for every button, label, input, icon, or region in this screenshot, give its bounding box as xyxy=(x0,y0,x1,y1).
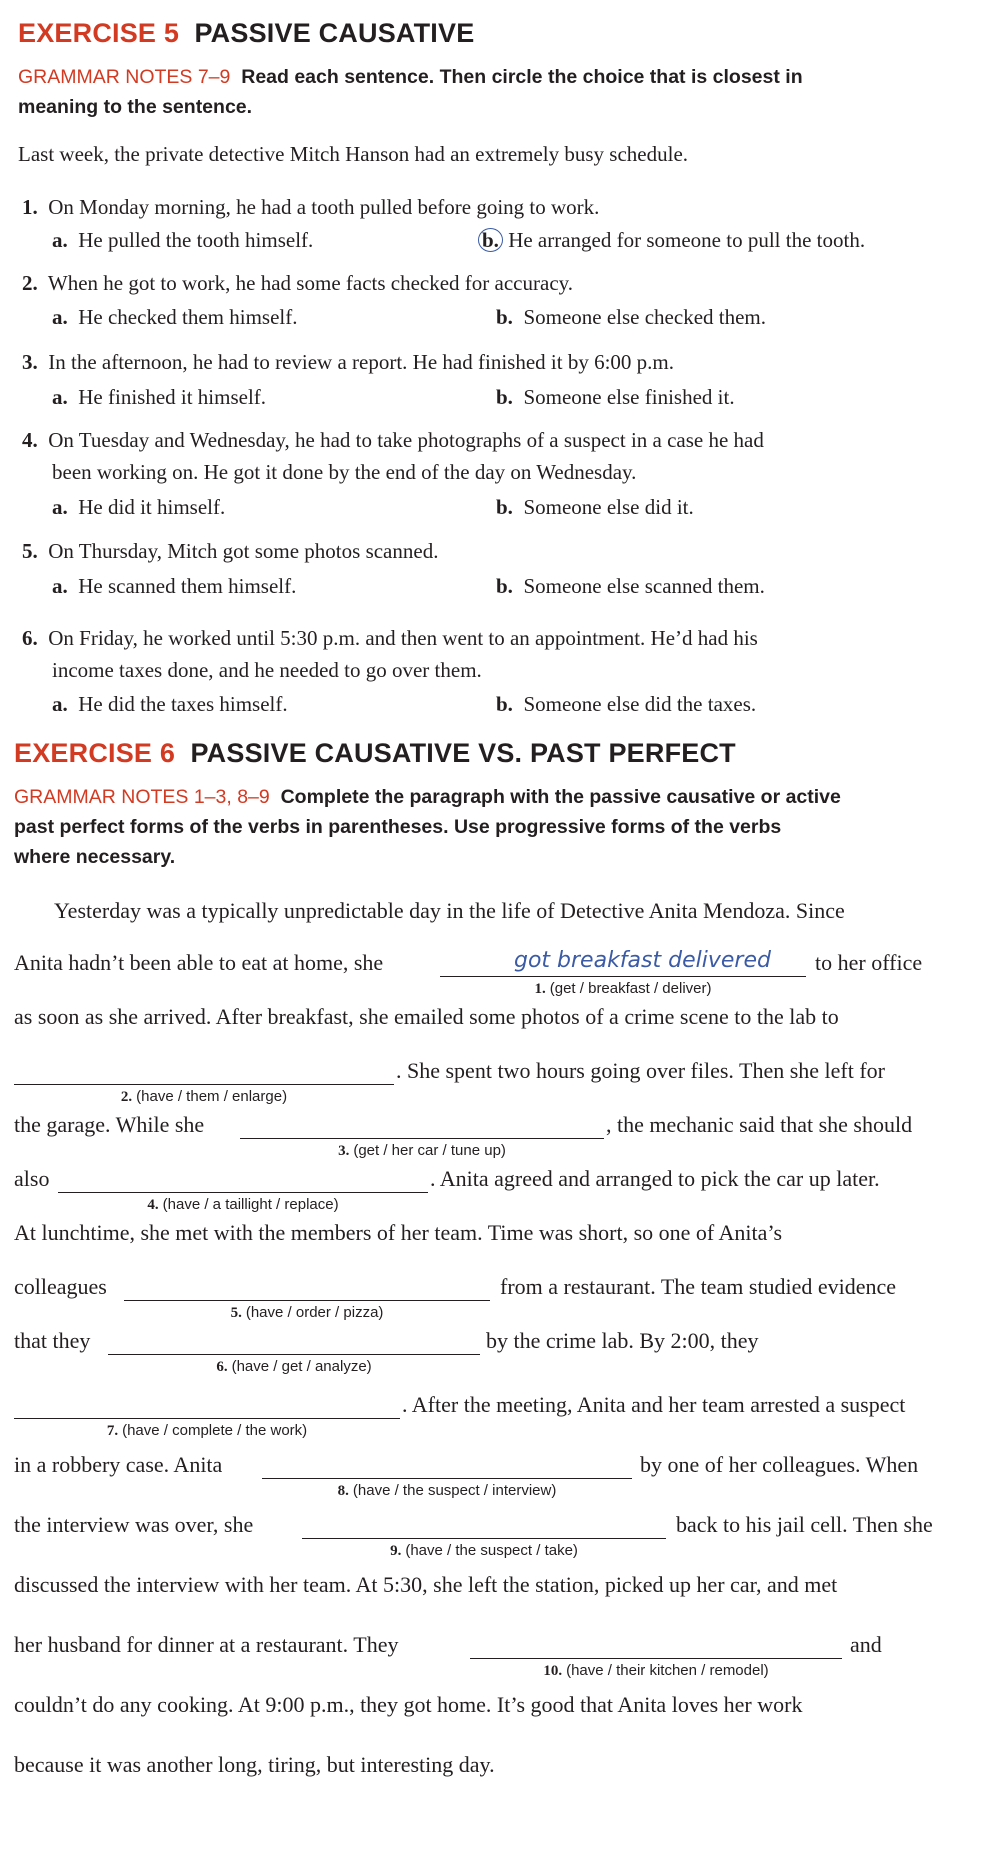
exercise5-intro: Last week, the private detective Mitch Hanson had an extremely busy schedule. xyxy=(18,142,689,166)
answer-circle: b. xyxy=(478,228,503,252)
hint-6: 6. (have / get / analyze) xyxy=(216,1358,372,1375)
blank-8[interactable] xyxy=(262,1478,632,1479)
paragraph-line-9b: by the crime lab. By 2:00, they xyxy=(486,1328,759,1353)
exercise5-instructions-line1: Read each sentence. Then circle the choice that is closest in xyxy=(241,66,803,88)
hint-3: 3. (get / her car / tune up) xyxy=(338,1142,506,1159)
exercise6-heading xyxy=(14,738,736,769)
paragraph-line-6b: . Anita agreed and arranged to pick the car up later. xyxy=(430,1166,880,1191)
exercise5-heading xyxy=(18,18,474,49)
blank-5[interactable] xyxy=(124,1300,490,1301)
paragraph-line-8b: from a restaurant. The team studied evidence xyxy=(500,1274,897,1299)
question-5 xyxy=(22,539,438,564)
hint-9: 9. (have / the suspect / take) xyxy=(390,1542,578,1559)
paragraph-line-5a: the garage. While she xyxy=(14,1112,205,1137)
exercise5-title: PASSIVE CAUSATIVE xyxy=(194,18,475,48)
option-4b[interactable]: b. Someone else did it. xyxy=(496,495,694,519)
question-number: 3. xyxy=(22,350,38,374)
hint-4: 4. (have / a taillight / replace) xyxy=(147,1196,339,1213)
question-number: 2. xyxy=(22,271,38,295)
question-number: 1. xyxy=(22,195,38,219)
paragraph-line-3: as soon as she arrived. After breakfast, she emailed some photos of a crime scene to the lab to xyxy=(14,1004,839,1029)
exercise6-label: EXERCISE 6 xyxy=(14,738,176,768)
hint-7: 7. (have / complete / the work) xyxy=(106,1422,308,1439)
blank-10[interactable] xyxy=(470,1658,842,1659)
paragraph-line-9a: that they xyxy=(14,1328,91,1353)
question-number: 4. xyxy=(22,428,38,452)
option-5a[interactable]: a. He scanned them himself. xyxy=(52,574,297,598)
paragraph-line-14b: and xyxy=(850,1632,882,1657)
question-number: 5. xyxy=(22,539,38,563)
hint-10: 10. (have / their kitchen / remodel) xyxy=(543,1662,769,1679)
question-text: On Monday morning, he had a tooth pulled before going to work. xyxy=(48,195,600,219)
blank-9[interactable] xyxy=(302,1538,666,1539)
hint-8: 8. (have / the suspect / interview) xyxy=(337,1482,557,1499)
blank-7[interactable] xyxy=(14,1418,400,1419)
paragraph-line-11b: by one of her colleagues. When xyxy=(640,1452,919,1477)
hint-1: 1. (get / breakfast / deliver) xyxy=(534,980,712,997)
question-text: In the afternoon, he had to review a report. He had finished it by 6:00 p.m. xyxy=(48,350,674,374)
exercise5-instructions xyxy=(18,62,978,122)
paragraph-line-12b: back to his jail cell. Then she xyxy=(676,1512,933,1537)
option-2b[interactable]: b. Someone else checked them. xyxy=(496,305,767,329)
exercise6-instructions-line2: past perfect forms of the verbs in parentheses. Use progressive forms of the verbs xyxy=(14,816,782,838)
blank-1-answer: got breakfast delivered xyxy=(514,948,771,973)
question-text: On Friday, he worked until 5:30 p.m. and then went to an appointment. He’d had his xyxy=(48,626,758,650)
exercise5-notes-ref: GRAMMAR NOTES 7–9 xyxy=(18,66,231,88)
paragraph-line-2b: to her office xyxy=(815,950,923,975)
paragraph-line-12a: the interview was over, she xyxy=(14,1512,254,1537)
paragraph-line-16: because it was another long, tiring, but interesting day. xyxy=(14,1752,495,1777)
option-3a[interactable]: a. He finished it himself. xyxy=(52,385,267,409)
question-2 xyxy=(22,271,573,296)
paragraph-line-13: discussed the interview with her team. At 5:30, she left the station, picked up her car, and met xyxy=(14,1572,838,1597)
paragraph-line-10b: . After the meeting, Anita and her team arrested a suspect xyxy=(402,1392,906,1417)
exercise5-instructions-line2: meaning to the sentence. xyxy=(18,96,253,118)
exercise6-instructions xyxy=(14,782,974,872)
exercise6-instructions-line3: where necessary. xyxy=(14,846,176,868)
option-1b[interactable]: b. He arranged for someone to pull the tooth. xyxy=(478,228,865,253)
blank-3[interactable] xyxy=(240,1138,604,1139)
blank-6[interactable] xyxy=(108,1354,480,1355)
option-3b[interactable]: b. Someone else finished it. xyxy=(496,385,735,409)
question-6 xyxy=(22,626,758,651)
exercise6-notes-ref: GRAMMAR NOTES 1–3, 8–9 xyxy=(14,786,270,808)
question-text: On Tuesday and Wednesday, he had to take photographs of a suspect in a case he had xyxy=(48,428,764,452)
paragraph-line-1: Yesterday was a typically unpredictable day in the life of Detective Anita Mendoza. Since xyxy=(54,898,845,923)
option-6b[interactable]: b. Someone else did the taxes. xyxy=(496,692,757,716)
paragraph-line-4b: . She spent two hours going over files. Then she left for xyxy=(396,1058,886,1083)
question-6-line2: income taxes done, and he needed to go over them. xyxy=(52,658,482,682)
option-2a[interactable]: a. He checked them himself. xyxy=(52,305,298,329)
exercise6-title: PASSIVE CAUSATIVE VS. PAST PERFECT xyxy=(190,738,736,768)
paragraph-line-14a: her husband for dinner at a restaurant. They xyxy=(14,1632,399,1657)
paragraph-line-2a: Anita hadn’t been able to eat at home, she xyxy=(14,950,384,975)
paragraph-line-11a: in a robbery case. Anita xyxy=(14,1452,223,1477)
exercise5-label: EXERCISE 5 xyxy=(18,18,180,48)
question-4 xyxy=(22,428,764,453)
question-3 xyxy=(22,350,674,375)
paragraph-line-15: couldn’t do any cooking. At 9:00 p.m., they got home. It’s good that Anita loves her work xyxy=(14,1692,803,1717)
paragraph-line-6a: also xyxy=(14,1166,50,1191)
blank-1[interactable] xyxy=(440,976,806,977)
hint-5: 5. (have / order / pizza) xyxy=(230,1304,384,1321)
option-1a[interactable]: a. He pulled the tooth himself. xyxy=(52,228,314,252)
option-6a[interactable]: a. He did the taxes himself. xyxy=(52,692,288,716)
question-4-line2: been working on. He got it done by the end of the day on Wednesday. xyxy=(52,460,637,484)
question-number: 6. xyxy=(22,626,38,650)
option-4a[interactable]: a. He did it himself. xyxy=(52,495,226,519)
blank-4[interactable] xyxy=(58,1192,428,1193)
option-5b[interactable]: b. Someone else scanned them. xyxy=(496,574,765,598)
hint-2: 2. (have / them / enlarge) xyxy=(120,1088,288,1105)
blank-2[interactable] xyxy=(14,1084,394,1085)
paragraph-line-8a: colleagues xyxy=(14,1274,107,1299)
paragraph-line-5b: , the mechanic said that she should xyxy=(606,1112,913,1137)
question-text: When he got to work, he had some facts checked for accuracy. xyxy=(47,271,574,295)
exercise6-instructions-line1: Complete the paragraph with the passive causative or active xyxy=(280,786,841,808)
question-1 xyxy=(22,195,599,220)
question-text: On Thursday, Mitch got some photos scanned. xyxy=(48,539,439,563)
paragraph-line-7: At lunchtime, she met with the members of her team. Time was short, so one of Anita’s xyxy=(14,1220,783,1245)
